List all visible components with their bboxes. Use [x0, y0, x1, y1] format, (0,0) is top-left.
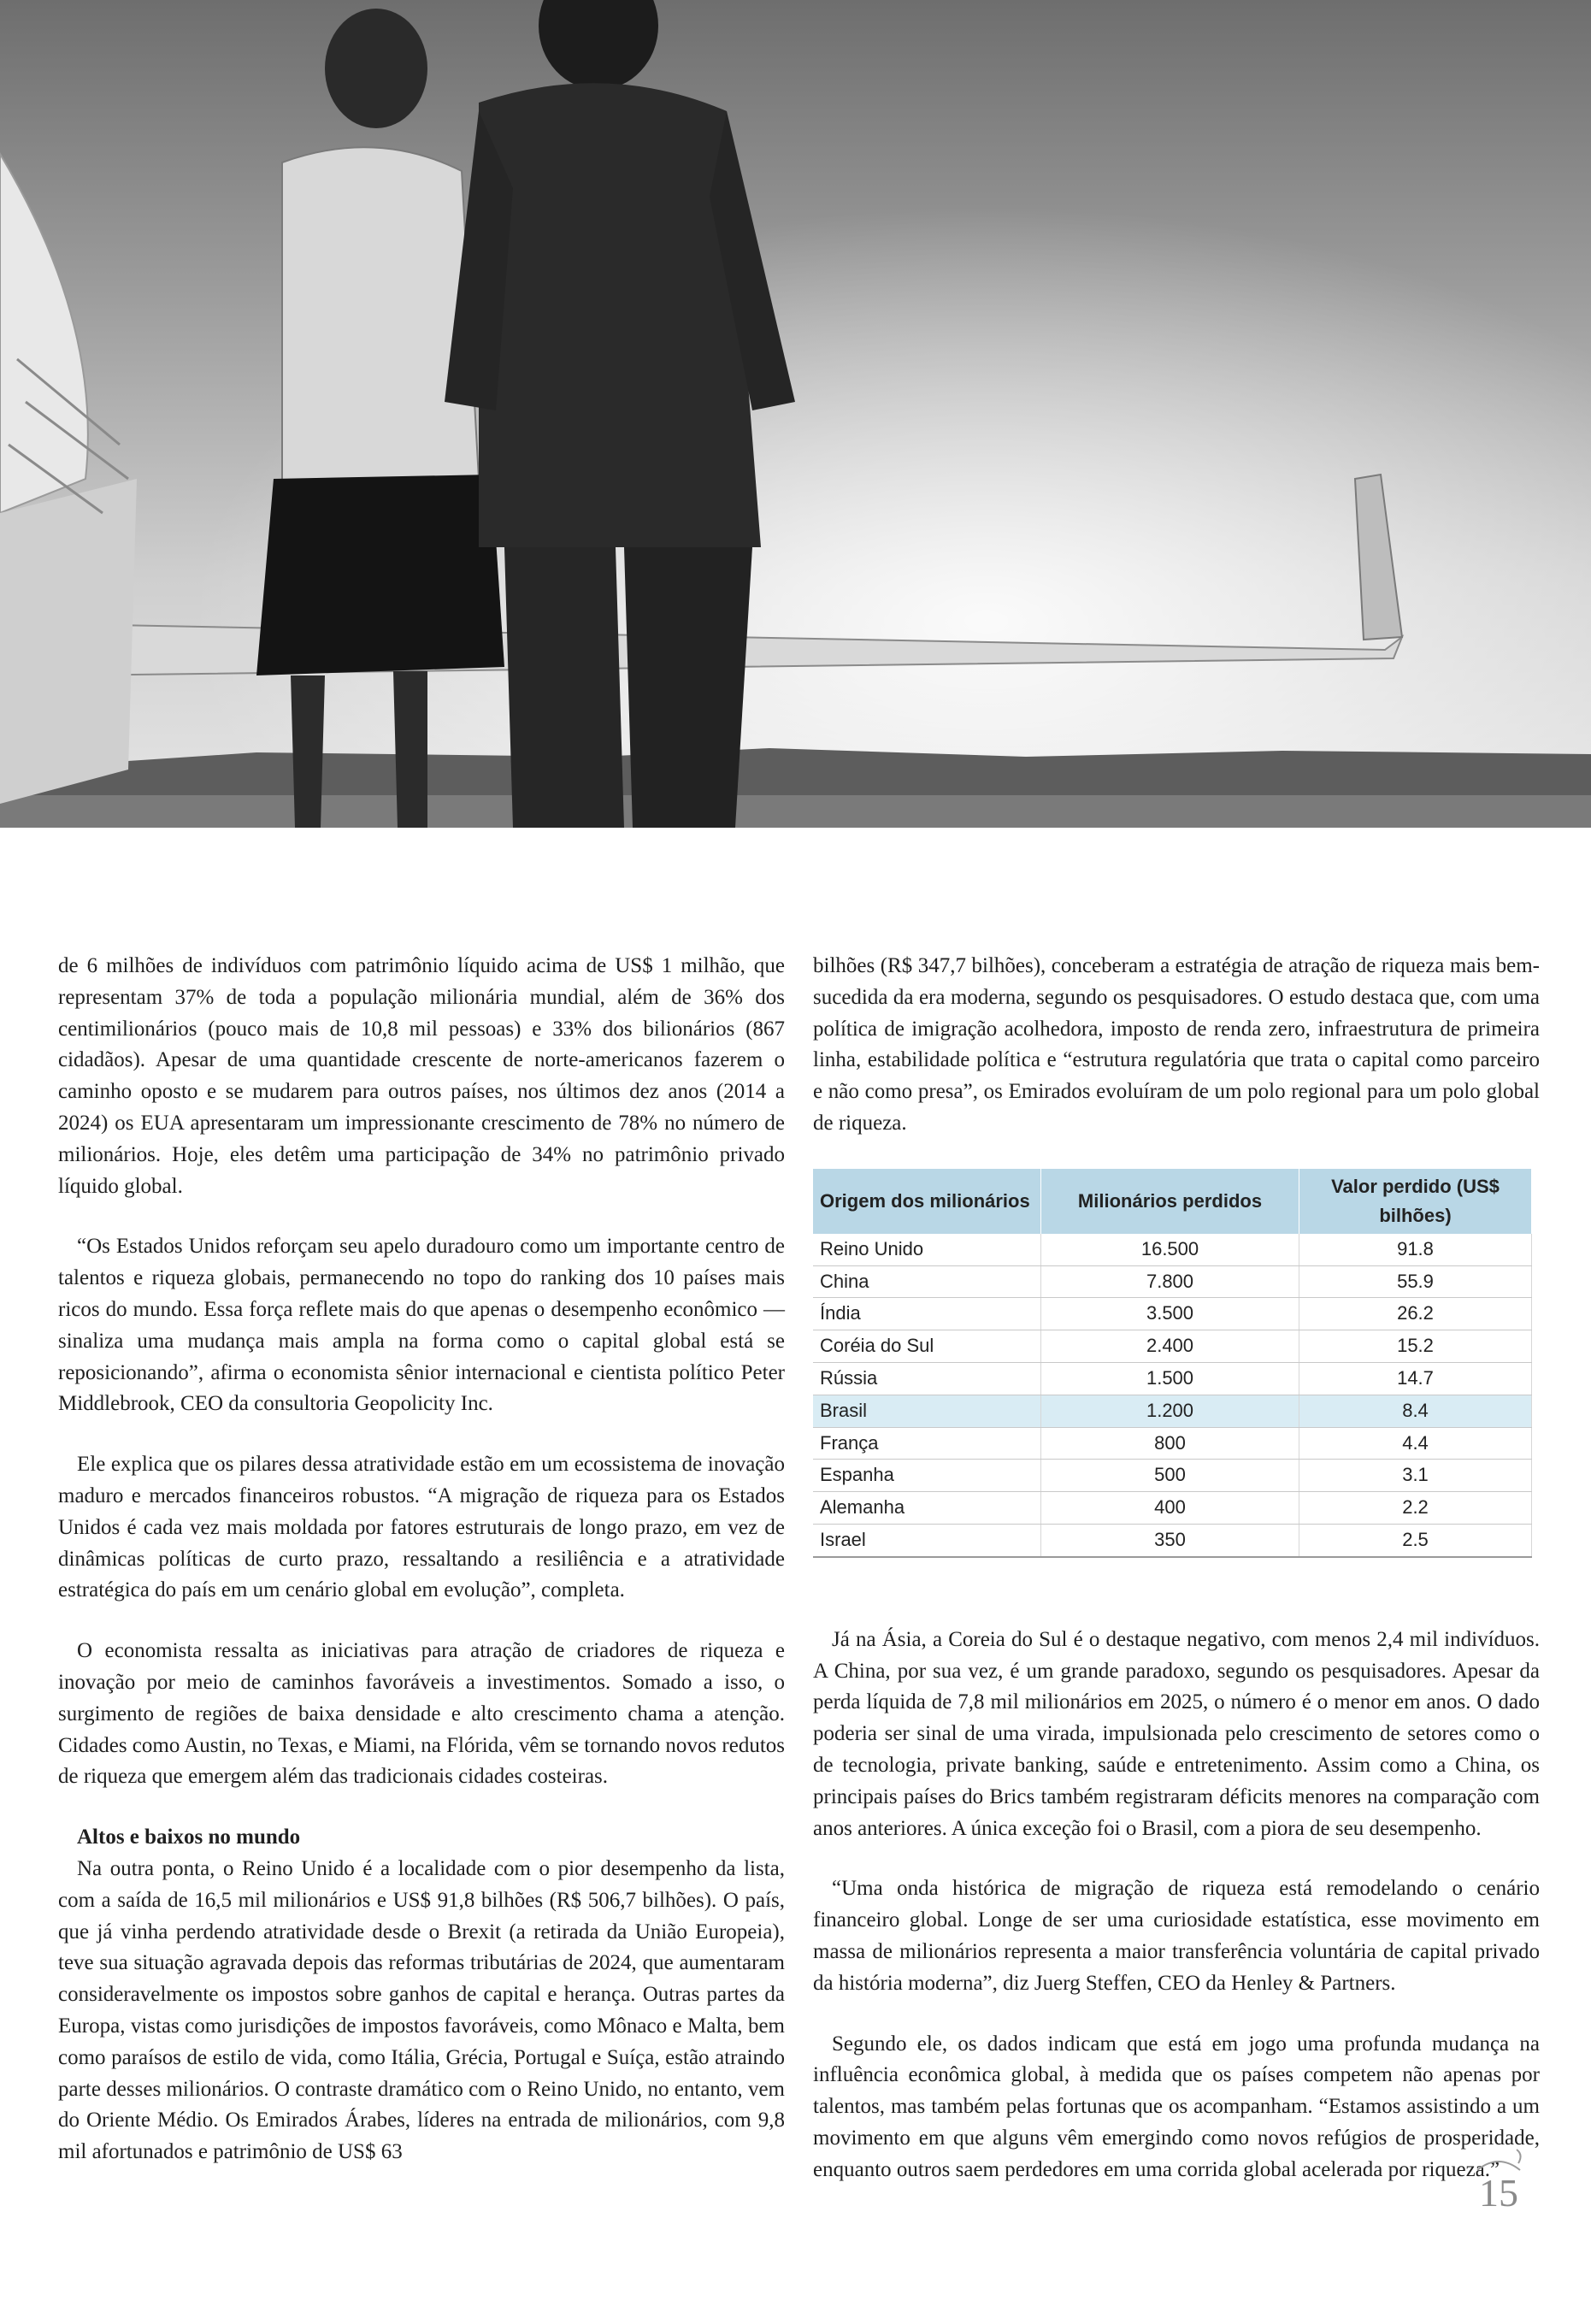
paragraph: Ele explica que os pilares dessa atratividade estão em um ecossistema de inovação maduro e mercados financeiros robustos. “A migração de riqueza para os Estados Unidos é cada vez mais moldada por fatores estruturais de longo prazo, em vez de dinâmicas políticas de curto prazo, ressaltando a resiliência e a atratividade estratégica do país em um cenário global em evolução”, completa. — [58, 1453, 785, 1602]
table-cell-value: 14.7 — [1299, 1362, 1532, 1395]
paragraph: Na outra ponta, o Reino Unido é a localidade com o pior desempenho da lista, com a saída de 16,5 mil milionários e US$ 91,8 bilhões (R$ 506,7 bilhões). O país, que já vinha perdendo atratividade desde o Brexit (a retirada da União Europeia), teve sua situação agravada depois das reformas tributárias de 2024, que aumentaram consideravelmente os impostos sobre ganhos de capital e herança. Outras partes da Europa, vistas como jurisdições de impostos favoráveis, como Mônaco e Malta, bem como paraísos de estilo de vida, como Itália, Grécia, Portugal e Suíça, estão atraindo parte desses milionários. O contraste dramático com o Reino Unido, no entanto, vem do Oriente Médio. Os Emirados Árabes, líderes na entrada de milionários, com 9,8 mil afortunados e patrimônio de US$ 63 — [58, 1856, 785, 2164]
table-cell-lost: 7.800 — [1041, 1265, 1299, 1298]
millionaires-table — [813, 1169, 1532, 1558]
table-cell-country: China — [813, 1265, 1041, 1298]
table-cell-value: 26.2 — [1299, 1298, 1532, 1330]
paragraph: “Os Estados Unidos reforçam seu apelo duradouro como um importante centro de talentos e riqueza globais, permanecendo no topo do ranking dos 10 países mais ricos do mundo. Essa força reflete mais do que apenas o desempenho econômico — sinaliza uma mudança mais ampla na forma como o capital global está se reposicionando”, afirma o economista sênior internacional e cientista político Peter Middlebrook, CEO da consultoria Geopolicity Inc. — [58, 1235, 785, 1416]
page-number: 15 — [1479, 2171, 1518, 2215]
table-cell-country: Rússia — [813, 1362, 1041, 1395]
table-cell-lost: 1.500 — [1041, 1362, 1299, 1395]
table-row — [813, 1298, 1532, 1330]
table-header-origin: Origem dos milionários — [813, 1169, 1041, 1234]
table-cell-country: Israel — [813, 1524, 1041, 1556]
table-row — [813, 1492, 1532, 1525]
paragraph: O economista ressalta as iniciativas para atração de criadores de riqueza e inovação por meio de caminhos favoráveis a investimentos. Somado a isso, o surgimento de regiões de baixa densidade e alto crescimento chama a atenção. Cidades como Austin, no Texas, e Miami, na Flórida, vêm se tornando novos redutos de riqueza que emergem além das tradicionais cidades costeiras. — [58, 1639, 785, 1789]
paragraph: bilhões (R$ 347,7 bilhões), conceberam a estratégia de atração de riqueza mais bem-sucedida da era moderna, segundo os pesquisadores. O estudo destaca que, com uma política de imigração acolhedora, imposto de renda zero, infraestrutura de primeira linha, estabilidade política e “estrutura regulatória que trata o capital como parceiro e não como presa”, os Emirados evoluíram de um polo regional para um polo global de riqueza. — [813, 954, 1540, 1135]
table-cell-country: França — [813, 1427, 1041, 1460]
table-cell-lost: 350 — [1041, 1524, 1299, 1556]
table-cell-country: Espanha — [813, 1460, 1041, 1492]
table-cell-country: Reino Unido — [813, 1234, 1041, 1265]
table-row — [813, 1330, 1532, 1363]
table-cell-lost: 500 — [1041, 1460, 1299, 1492]
table-header-lost: Milionários perdidos — [1041, 1169, 1299, 1234]
table-cell-lost: 16.500 — [1041, 1234, 1299, 1265]
right-column — [813, 951, 1540, 2215]
table-row — [813, 1234, 1532, 1265]
table-cell-lost: 400 — [1041, 1492, 1299, 1525]
table-row — [813, 1427, 1532, 1460]
table-cell-lost: 2.400 — [1041, 1330, 1299, 1363]
table-cell-value: 55.9 — [1299, 1265, 1532, 1298]
table-cell-value: 3.1 — [1299, 1460, 1532, 1492]
table-cell-value: 2.2 — [1299, 1492, 1532, 1525]
table-cell-value: 8.4 — [1299, 1395, 1532, 1427]
table-cell-country: Coréia do Sul — [813, 1330, 1041, 1363]
table-row — [813, 1362, 1532, 1395]
table-row-highlighted — [813, 1395, 1532, 1427]
table-header-value: Valor perdido (US$ bilhões) — [1299, 1169, 1532, 1234]
paragraph: Segundo ele, os dados indicam que está em jogo uma profunda mudança na influência econômica global, à medida que os países competem não apenas por talentos, mas também pelas fortunas que os acompanham. “Estamos assistindo a um movimento em que alguns vêm emergindo como novos refúgios de prosperidade, enquanto outros saem perdedores em uma corrida global acelerada por riqueza.” — [813, 2032, 1540, 2181]
table-cell-country: Brasil — [813, 1395, 1041, 1427]
table-cell-lost: 3.500 — [1041, 1298, 1299, 1330]
table-cell-value: 15.2 — [1299, 1330, 1532, 1363]
paragraph: de 6 milhões de indivíduos com patrimônio líquido acima de US$ 1 milhão, que representam 37% de toda a população milionária mundial, além de 36% dos centimilionários (pouco mais de 10,8 mil pessoas) e 33% dos bilionários (867 cidadãos). Apesar de uma quantidade crescente de norte-americanos fazerem o caminho oposto e se mudarem para outros países, nos últimos dez anos (2014 a 2024) os EUA apresentaram um impressionante crescimento de 78% no número de milionários. Hoje, eles detêm uma participação de 34% no patrimônio privado líquido global. — [58, 954, 785, 1198]
table-row — [813, 1265, 1532, 1298]
left-column — [58, 951, 785, 2197]
table-cell-country: Índia — [813, 1298, 1041, 1330]
table-row — [813, 1524, 1532, 1556]
paragraph: Já na Ásia, a Coreia do Sul é o destaque negativo, com menos 2,4 mil indivíduos. A China, por sua vez, é um grande paradoxo, segundo os pesquisadores. Apesar da perda líquida de 7,8 mil milionários em 2025, o número é o menor em anos. O dado poderia ser sinal de uma virada, impulsionada pelo crescimento de setores como o de tecnologia, private banking, saúde e entretenimento. Assim como a China, os principais países do Brics também registraram déficits menores na comparação com anos anteriores. A única exceção foi o Brasil, com a piora de seu desempenho. — [813, 1627, 1540, 1840]
section-heading: Altos e baixos no mundo — [77, 1826, 301, 1849]
table-cell-value: 4.4 — [1299, 1427, 1532, 1460]
table-cell-country: Alemanha — [813, 1492, 1041, 1525]
hero-photo — [0, 0, 1591, 828]
table-cell-value: 91.8 — [1299, 1234, 1532, 1265]
table-cell-value: 2.5 — [1299, 1524, 1532, 1556]
table-cell-lost: 800 — [1041, 1427, 1299, 1460]
page-number-badge — [1469, 2144, 1529, 2227]
table-cell-lost: 1.200 — [1041, 1395, 1299, 1427]
paragraph: “Uma onda histórica de migração de riqueza está remodelando o cenário financeiro global. Longe de ser uma curiosidade estatística, esse movimento em massa de milionários representa a maior transferência voluntária de capital privado da história moderna”, diz Juerg Steffen, CEO da Henley & Partners. — [813, 1877, 1540, 1995]
table-row — [813, 1460, 1532, 1492]
